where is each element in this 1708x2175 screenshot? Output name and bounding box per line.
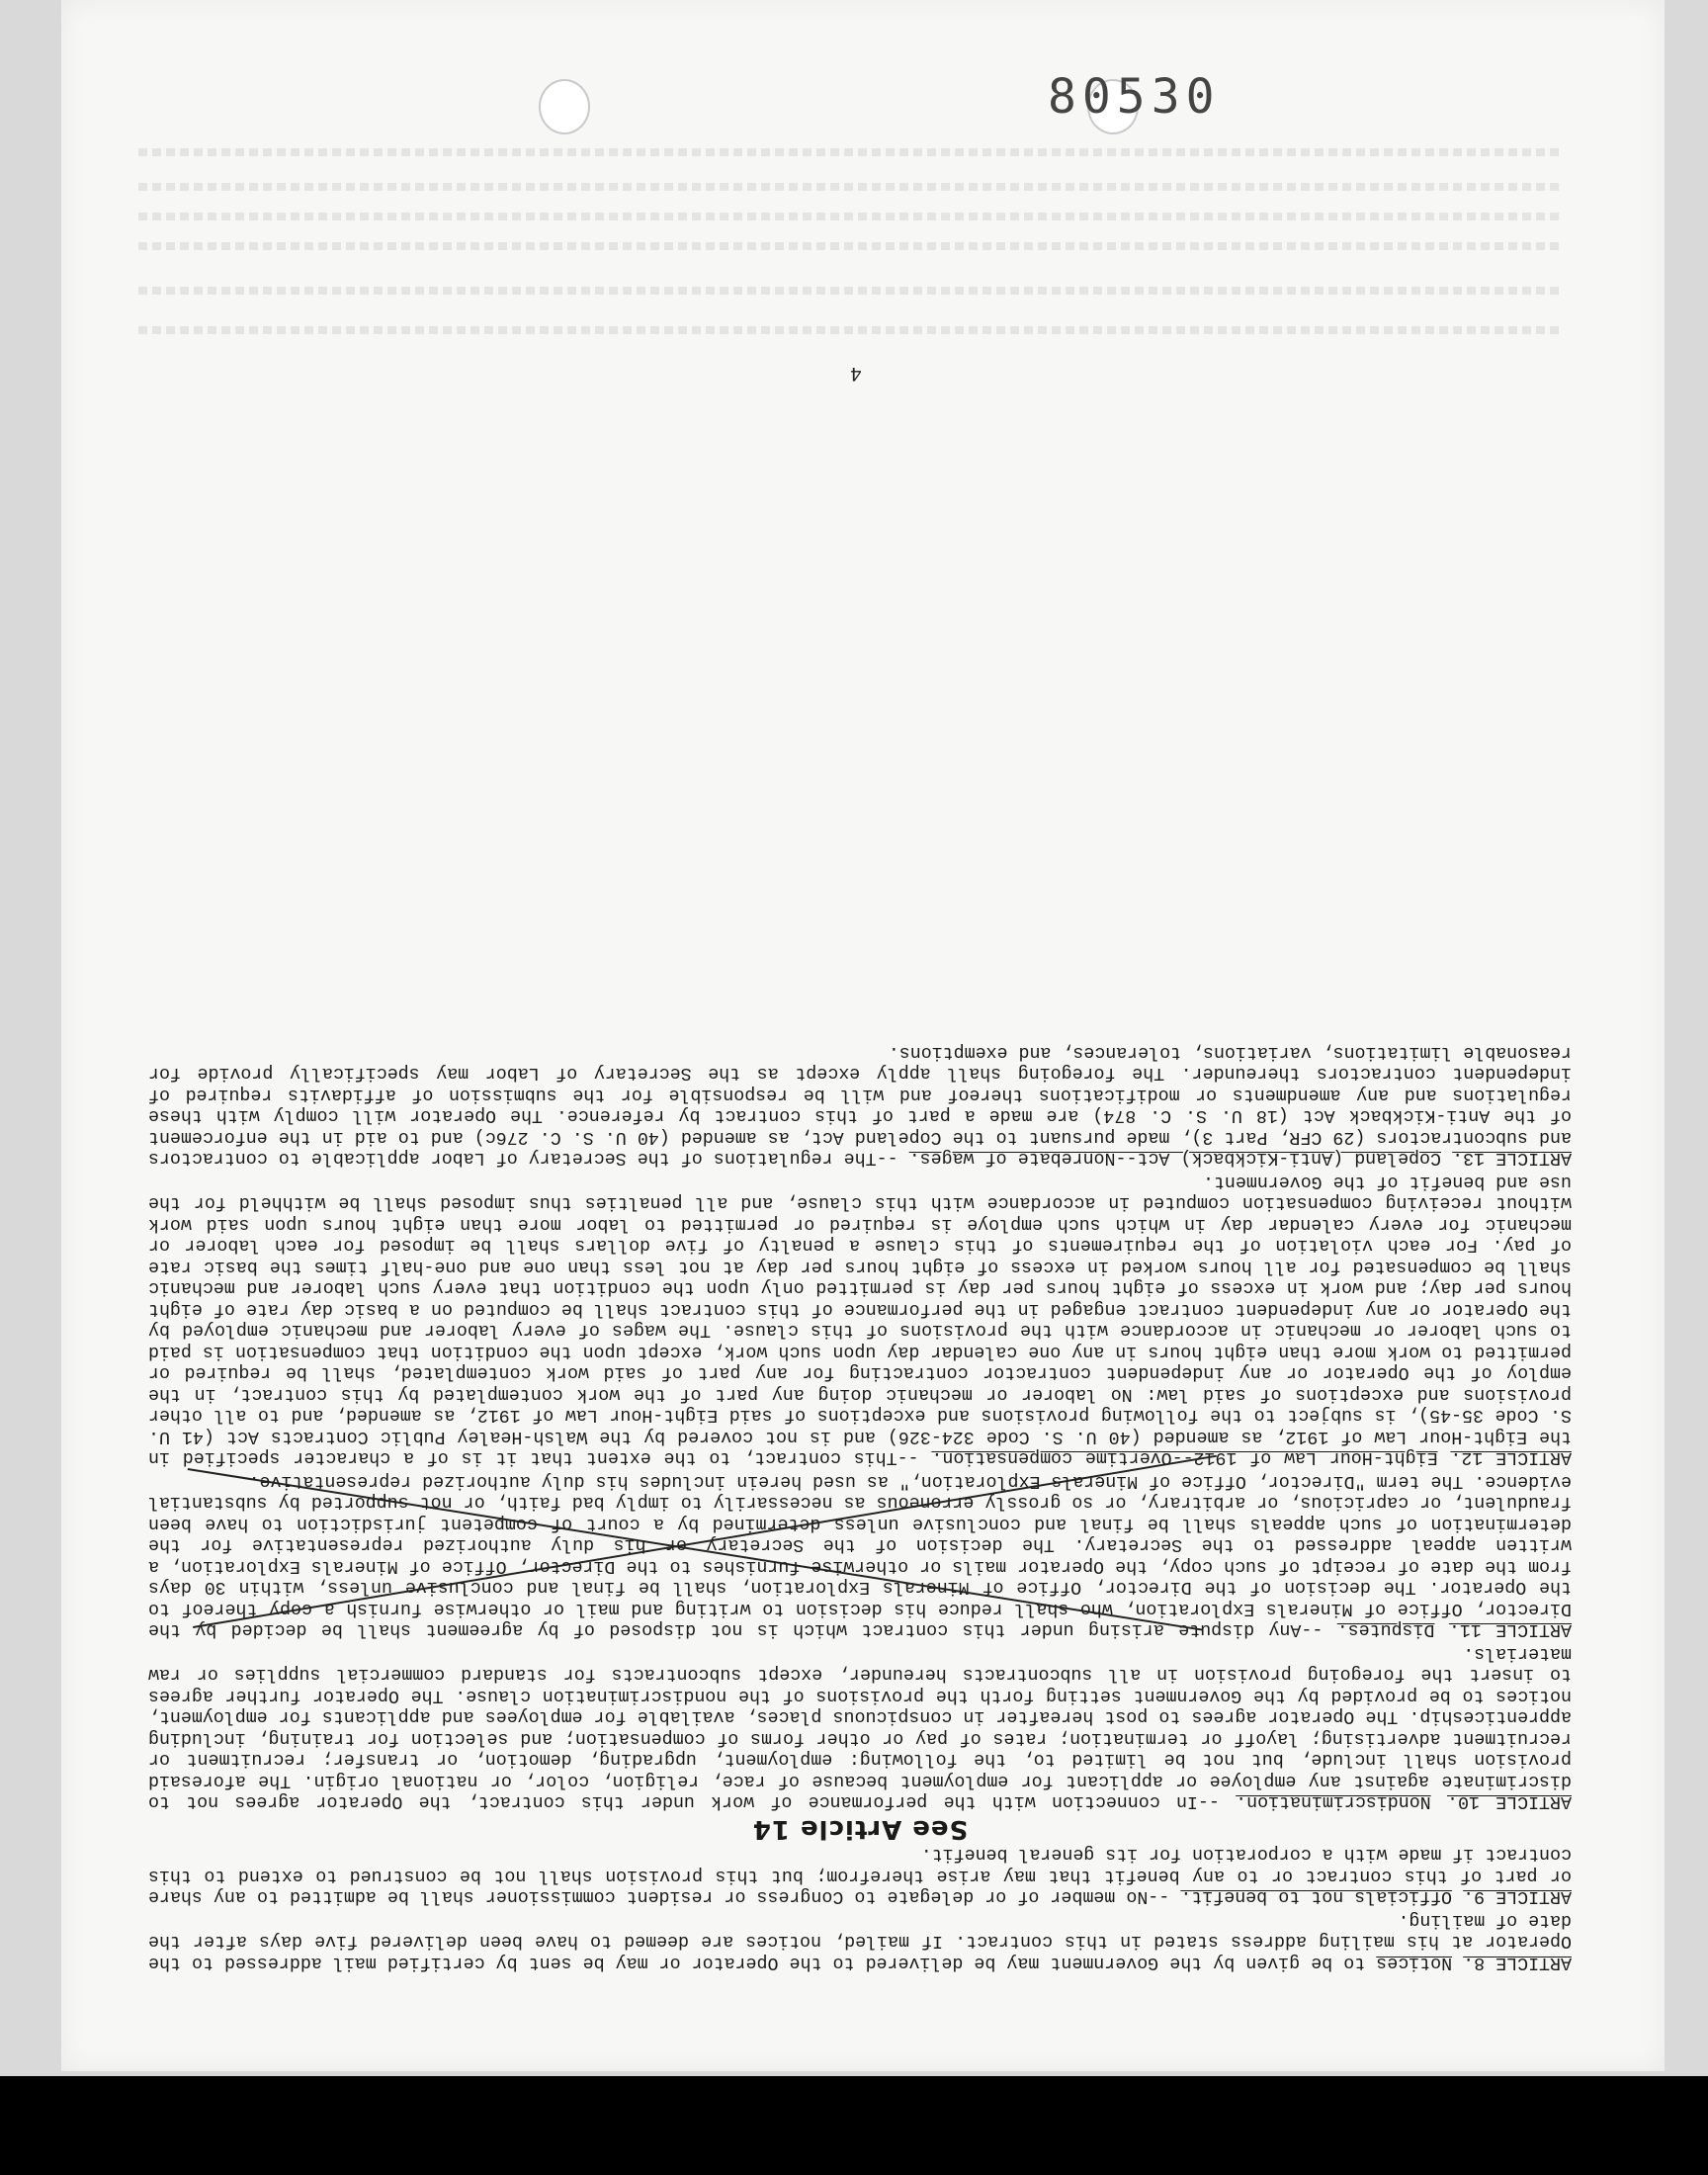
article-heading: Notices <box>1376 1953 1453 1972</box>
document-body-upside-down <box>148 391 1572 1972</box>
article-heading: Eight-Hour Law of 1912--Overtime compensation. <box>931 1447 1438 1468</box>
article-title: ARTICLE 9. <box>1463 1886 1572 1907</box>
article-text: to be given by the Government may be delivered to the Operator or may be sent by certified mail addressed to the Operator at his mailing address stated in this contract. If mailed, notices are deemed to have been delivered five days after the date of mailing. <box>148 1910 1572 1972</box>
article-title: ARTICLE 10. <box>1446 1791 1572 1812</box>
article-10 <box>148 1642 1572 1812</box>
bleed-through-line <box>138 242 1562 250</box>
article-13 <box>148 1041 1572 1169</box>
article-text: --In connection with the performance of work under this contract, the Operator agrees not to discriminate against any employee or applicant for employment because of race, religion, color, or national origin. The aforesaid provision shall include, but not be limited to, the following: employment, upgrading, demotion, or transfer; recruitment or recruitment advertising; layoff or termination; rates of pay or other forms of compensation; and selection for training, including apprenticeship. The Operator agrees to post hereafter in conspicuous places, available for employees and applicants for employment, notices to be provided by the Government setting forth the provisions of the nondiscrimination clause. The Operator further agrees to insert the foregoing provision in all subcontracts hereunder, except subcontracts for standard commercial supplies or raw materials. <box>148 1643 1572 1812</box>
article-title: ARTICLE 12. <box>1450 1447 1572 1468</box>
bleed-through-line <box>138 287 1562 295</box>
article-text: --Any dispute arising under this contract which is not disposed of by agreement shall be decided by the Director, Office of Minerals Exploration, who shall reduce his decision to writing and mail or otherwise furnish a copy thereof to the Operator. The decision of the Director, Office of Minerals Exploration, shall be final and conclusive unless, within 30 days from the date of receipt of such copy, the Operator mails or otherwise furnishes to the Director, Office of Minerals Exploration, a written appeal addressed to the Secretary. The decision of the Secretary or his duly authorized representative for the determination of such appeals shall be final and conclusive unless determined by a court of competent jurisdiction to have been fraudulent, or capricious, or arbitrary, or so grossly erroneous as necessarily to imply bad faith, or not supported by substantial evidence. The term "Director, Office of Minerals Exploration," as used herein includes his duly authorized representative. <box>148 1471 1572 1640</box>
article-9 <box>148 1843 1572 1907</box>
article-heading: Copeland (Anti-Kickback) Act--Nonrebate of wages. <box>908 1148 1441 1169</box>
bleed-through-line <box>138 326 1562 334</box>
bleed-through-line <box>138 148 1562 156</box>
article-text: --This contract, to the extent that it is of a character specified in the Eight-Hour Law of 1912, as amended (40 U. S. Code 324-326) and is not covered by the Walsh-Healey Public Contracts Act (41 U. S. Code 35-45), is subject to the following provisions and exceptions of said Eight-Hour Law of 1912, as amended, and to all other provisions and exceptions of said law: No laborer or mechanic doing any part of the work contemplated by this contract, in the employ of the Operator or any independent contractor contracting for any part of said work contemplated, shall be required or permitted to work more than eight hours in any one calendar day upon such work, except upon the condition that compensation is paid to such laborer or mechanic in accordance with the provisions of this clause. The wages of every laborer and mechanic employed by the Operator or any independent contract engaged in the performance of this contract shall be computed on a basic day rate of eight hours per day; and work in excess of eight hours per day is permitted only upon the condition that every such laborer and mechanic shall be compensated for all hours worked in excess of eight hours per day at not less than one and one-half times the basic rate of pay. For each violation of the requirements of this clause a penalty of five dollars shall be imposed for each laborer or mechanic for every calendar day in which such employe is required or permitted to labor more than eight hours upon said work without receiving compensation computed in accordance with this clause, and all penalties thus imposed shall be withheld for the use and benefit of the Government. <box>148 1172 1572 1468</box>
bleed-through-line <box>138 213 1562 220</box>
document-stamp-number: 80530 <box>1048 69 1221 125</box>
scan-bottom-border <box>0 2076 1708 2175</box>
see-article-note: See Article 14 <box>751 1814 969 1844</box>
article-title: ARTICLE 11. <box>1448 1619 1572 1640</box>
article-text: --No member of or delegate to Congress or resident commissioner shall be admitted to any share or part of this contract or to any benefit that may arise therefrom; but this provision shall not be construed to extend to this contract if made with a corporation for its general benefit. <box>148 1844 1572 1907</box>
article-heading: Nondiscrimination. <box>1236 1791 1431 1812</box>
bleed-through-line <box>138 183 1562 191</box>
article-8 <box>148 1909 1572 1973</box>
punch-hole-left <box>539 79 590 134</box>
article-12 <box>148 1171 1572 1468</box>
article-title: ARTICLE 13. <box>1452 1148 1572 1169</box>
article-text: --The regulations of the Secretary of Labor applicable to contractors and subcontractors (29 CFR, Part 3), made pursuant to the Copeland Act, as amended (40 U. S. C. 276c) and to aid in the enforcement of the Anti-Kickback Act (18 U. S. C. 874) are made a part of this contract by reference. The Operator will comply with these regulations and any amendments or modifications thereof and will be responsible for the submission of affidavits required of independent contractors thereunder. The foregoing shall apply except as the Secretary of Labor may specifically provide for reasonable limitations, variations, tolerances, and exemptions. <box>148 1042 1572 1169</box>
page-number: 4 <box>850 361 863 384</box>
article-heading: Disputes. <box>1336 1619 1435 1640</box>
article-heading: Officials not to benefit. <box>1180 1886 1453 1907</box>
article-title: ARTICLE 8. <box>1463 1953 1572 1972</box>
